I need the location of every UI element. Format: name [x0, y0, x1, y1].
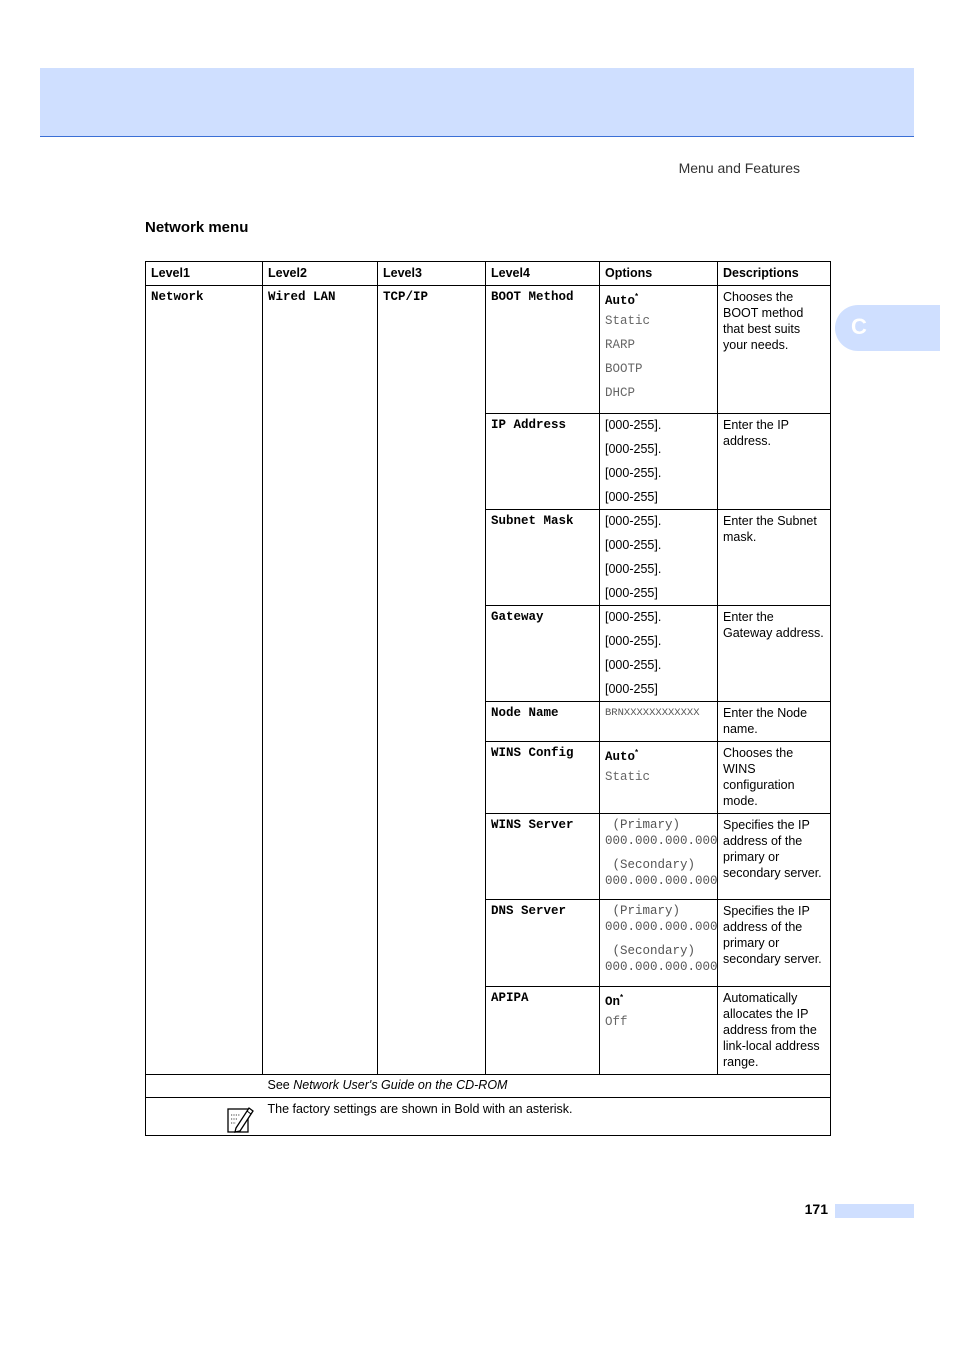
- options-cell: [600, 606, 718, 702]
- chapter-tab: [835, 305, 940, 351]
- header-level3: Level3: [378, 262, 486, 286]
- table-row: [146, 286, 831, 414]
- level4-wins-config: WINS Config: [486, 742, 600, 814]
- option: Static: [605, 770, 651, 784]
- options-cell: [600, 414, 718, 510]
- level4-subnet-mask: Subnet Mask: [486, 510, 600, 606]
- level4-ip-address: IP Address: [486, 414, 600, 510]
- description-cell: Specifies the IP address of the primary or secondary server.: [718, 900, 831, 987]
- option: DHCP: [605, 386, 636, 400]
- page-number-tab: [835, 1204, 914, 1218]
- see-note-spacer: [146, 1075, 263, 1098]
- description-cell: Chooses the WINS configuration mode.: [718, 742, 831, 814]
- header-descriptions: Descriptions: [718, 262, 831, 286]
- factory-note-text: The factory settings are shown in Bold with an asterisk.: [263, 1098, 831, 1136]
- description-cell: Chooses the BOOT method that best suits your needs.: [718, 286, 831, 414]
- options-cell: [600, 742, 718, 814]
- option: [000-255].: [605, 562, 662, 576]
- level4-apipa: APIPA: [486, 987, 600, 1075]
- option-default: On*: [605, 993, 624, 1010]
- network-menu-table: [145, 261, 831, 1136]
- chapter-tab-label: C: [851, 314, 867, 339]
- header-level1: Level1: [146, 262, 263, 286]
- see-note-title: Network User's Guide on the CD-ROM: [293, 1078, 508, 1092]
- pencil-note-icon: [226, 1104, 254, 1134]
- description-cell: Enter the IP address.: [718, 414, 831, 510]
- option: BOOTP: [605, 362, 643, 376]
- section-title: Network menu: [145, 219, 249, 236]
- option: [000-255].: [605, 538, 662, 552]
- header-level4: Level4: [486, 262, 600, 286]
- page-number: 171: [804, 1201, 828, 1217]
- options-cell: [600, 510, 718, 606]
- option: [000-255]: [605, 586, 658, 600]
- primary-address: (Primary) 000.000.000.000: [605, 818, 718, 848]
- description-cell: Automatically allocates the IP address from the link-local address range.: [718, 987, 831, 1075]
- option: [000-255].: [605, 634, 662, 648]
- see-note-row: [146, 1075, 831, 1098]
- running-head: Menu and Features: [678, 160, 800, 176]
- option: [000-255].: [605, 442, 662, 456]
- table-header-row: [146, 262, 831, 286]
- level2-cell: Wired LAN: [263, 286, 378, 1075]
- description-cell: Enter the Subnet mask.: [718, 510, 831, 606]
- header-options: Options: [600, 262, 718, 286]
- primary-address: (Primary) 000.000.000.000: [605, 904, 718, 934]
- option: RARP: [605, 338, 636, 352]
- header-level2: Level2: [263, 262, 378, 286]
- options-cell: [600, 814, 718, 900]
- option: [000-255]: [605, 490, 658, 504]
- options-cell: [600, 900, 718, 987]
- option: [000-255].: [605, 466, 662, 480]
- secondary-address: (Secondary) 000.000.000.000: [605, 858, 718, 888]
- level4-wins-server: WINS Server: [486, 814, 600, 900]
- options-cell: [600, 286, 718, 414]
- level4-boot-method: BOOT Method: [486, 286, 600, 414]
- option: [000-255].: [605, 418, 662, 432]
- level4-dns-server: DNS Server: [486, 900, 600, 987]
- header-band: [40, 68, 914, 137]
- see-note-prefix: See: [267, 1078, 294, 1092]
- see-note-cell: [263, 1075, 831, 1098]
- level4-gateway: Gateway: [486, 606, 600, 702]
- description-cell: Enter the Gateway address.: [718, 606, 831, 702]
- option: Static: [605, 314, 651, 328]
- option: [000-255].: [605, 610, 662, 624]
- option-default: Auto*: [605, 292, 639, 309]
- option-default: Auto*: [605, 748, 639, 765]
- options-cell: BRNXXXXXXXXXXXX: [600, 702, 718, 742]
- level3-cell: TCP/IP: [378, 286, 486, 1075]
- factory-note-row: [146, 1098, 831, 1136]
- description-cell: Enter the Node name.: [718, 702, 831, 742]
- level1-cell: Network: [146, 286, 263, 1075]
- options-cell: [600, 987, 718, 1075]
- note-icon-cell: [146, 1098, 263, 1136]
- level4-node-name: Node Name: [486, 702, 600, 742]
- description-cell: Specifies the IP address of the primary or secondary server.: [718, 814, 831, 900]
- option: [000-255]: [605, 682, 658, 696]
- option: Off: [605, 1015, 628, 1029]
- option: [000-255].: [605, 514, 662, 528]
- option: [000-255].: [605, 658, 662, 672]
- secondary-address: (Secondary) 000.000.000.000: [605, 944, 718, 974]
